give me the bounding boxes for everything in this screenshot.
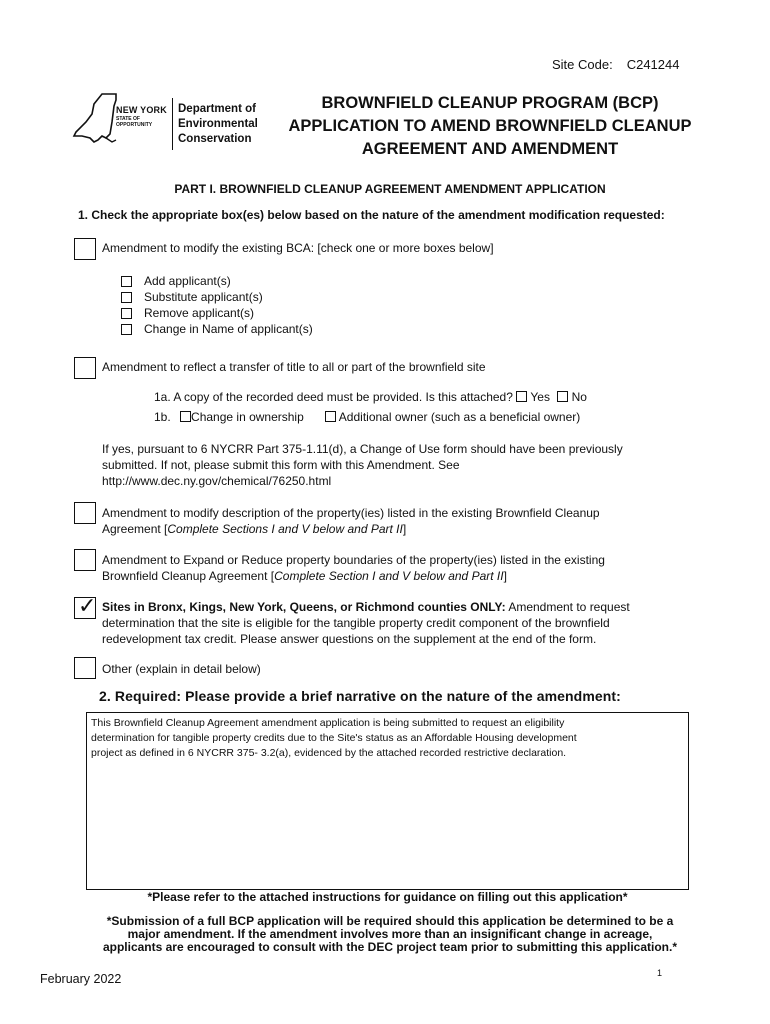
change-ownership-label: Change in ownership (191, 410, 304, 424)
modify-description-label (102, 505, 600, 537)
modify-description-instruction: Complete Sections I and V below and Part II (167, 522, 403, 536)
change-name-checkbox[interactable] (121, 324, 132, 335)
change-of-use-line1: If yes, pursuant to 6 NYCRR Part 375-1.11(d), a Change of Use form should have been previously (102, 442, 623, 456)
deed-no-checkbox[interactable] (557, 391, 568, 402)
applicant-options-list (121, 273, 313, 337)
site-code-value: C241244 (626, 57, 680, 72)
ny-line2: STATE OF (116, 116, 140, 122)
other-checkbox[interactable] (74, 657, 96, 679)
submission-line1: *Submission of a full BCP application will be required should this application be determined to be a (106, 914, 674, 928)
nyc-sites-checkbox[interactable] (74, 593, 97, 619)
change-of-use-note (102, 441, 623, 489)
list-item (121, 321, 313, 337)
expand-reduce-line2: Brownfield Cleanup Agreement [ (102, 569, 275, 583)
modify-description-line1: Amendment to modify description of the property(ies) listed in the existing Brownfield Cleanup (102, 506, 600, 520)
narrative-textarea[interactable] (86, 712, 689, 890)
modify-bca-checkbox[interactable] (74, 238, 96, 260)
ny-line1: NEW YORK (116, 105, 167, 115)
change-ownership-checkbox[interactable] (180, 411, 191, 422)
additional-owner-checkbox[interactable] (325, 411, 336, 422)
nyc-sites-line3: redevelopment tax credit. Please answer questions on the supplement at the end of the form. (102, 632, 597, 646)
transfer-title-checkbox[interactable] (74, 357, 96, 379)
remove-applicant-checkbox[interactable] (121, 308, 132, 319)
substitute-applicant-label: Substitute applicant(s) (144, 290, 263, 304)
modify-description-line2: Agreement [ (102, 522, 168, 536)
other-label: Other (explain in detail below) (102, 662, 261, 676)
expand-reduce-label (102, 552, 605, 584)
add-applicant-checkbox[interactable] (121, 276, 132, 287)
deed-yes-label: Yes (530, 390, 550, 404)
modify-bca-label: Amendment to modify the existing BCA: [check one or more boxes below] (102, 241, 494, 255)
expand-reduce-line1: Amendment to Expand or Reduce property boundaries of the property(ies) listed in the existing (102, 553, 605, 567)
nyc-sites-heading: Sites in Bronx, Kings, New York, Queens, or Richmond counties ONLY: (102, 600, 506, 614)
dept-line1: Department of (178, 103, 256, 115)
question-2: 2. Required: Please provide a brief narrative on the nature of the amendment: (99, 688, 621, 704)
modify-description-bracket: ] (402, 522, 407, 536)
expand-reduce-bracket: ] (503, 569, 507, 583)
add-applicant-label: Add applicant(s) (144, 274, 231, 288)
nyc-sites-label (102, 599, 630, 647)
logo-divider (172, 98, 173, 150)
modify-description-checkbox[interactable] (74, 502, 96, 524)
deed-question-text: 1a. A copy of the recorded deed must be provided. Is this attached? (154, 390, 513, 404)
title-line1: BROWNFIELD CLEANUP PROGRAM (BCP) (321, 94, 659, 112)
page-number: 1 (657, 968, 663, 978)
change-name-label: Change in Name of applicant(s) (144, 322, 313, 336)
submission-line2: major amendment. If the amendment involves more than an insignificant change in acreage, (127, 927, 653, 941)
ny-state-outline-icon (72, 92, 118, 148)
transfer-title-label: Amendment to reflect a transfer of title to all or part of the brownfield site (102, 360, 486, 374)
change-of-use-line2: submitted. If not, please submit this form with this Amendment. See (102, 458, 460, 472)
additional-owner-label: Additional owner (such as a beneficial owner) (338, 410, 581, 424)
footer-date: February 2022 (40, 972, 122, 986)
form-title (280, 92, 700, 161)
change-of-use-link[interactable]: http://www.dec.ny.gov/chemical/76250.html (102, 474, 332, 488)
title-line3: AGREEMENT AND AMENDMENT (361, 140, 619, 158)
dept-line3: Conservation (178, 133, 252, 145)
submission-line3: applicants are encouraged to consult with the DEC project team prior to submitting this application.* (102, 940, 678, 954)
q1b-label: 1b. (154, 410, 171, 424)
deed-yes-checkbox[interactable] (516, 391, 527, 402)
question-1: 1. Check the appropriate box(es) below based on the nature of the amendment modification requested: (78, 208, 665, 222)
narrative-line1: This Brownfield Cleanup Agreement amendment application is being submitted to request an eligibility (91, 717, 565, 729)
substitute-applicant-checkbox[interactable] (121, 292, 132, 303)
expand-reduce-checkbox[interactable] (74, 549, 96, 571)
list-item (121, 289, 313, 305)
ny-line3: OPPORTUNITY (116, 122, 153, 128)
dept-line2: Environmental (178, 118, 258, 130)
expand-reduce-instruction: Complete Section I and V below and Part II (274, 569, 504, 583)
title-line2: APPLICATION TO AMEND BROWNFIELD CLEANUP (288, 117, 692, 135)
part-title: PART I. BROWNFIELD CLEANUP AGREEMENT AMENDMENT APPLICATION (174, 182, 606, 196)
deed-question (154, 389, 587, 405)
list-item (121, 273, 313, 289)
narrative-line3: project as defined in 6 NYCRR 375- 3.2(a), evidenced by the attached recorded restrictive declaration. (91, 747, 567, 759)
checkmark-icon: ✓ (78, 593, 97, 618)
narrative-line2: determination for tangible property credits due to the Site's status as an Affordable Housing development (91, 732, 577, 744)
submission-note (40, 915, 740, 954)
instructions-note: *Please refer to the attached instructions for guidance on filling out this application* (147, 890, 628, 904)
site-code (552, 57, 679, 72)
nyc-sites-line1: Amendment to request (505, 600, 630, 614)
ownership-question (154, 409, 580, 425)
deed-no-label: No (571, 390, 587, 404)
dept-name (178, 102, 258, 147)
ny-state-wordmark (116, 106, 167, 128)
site-code-label: Site Code: (552, 57, 613, 72)
list-item (121, 305, 313, 321)
nys-dec-logo (72, 92, 272, 152)
nyc-sites-line2: determination that the site is eligible for the tangible property credit component of the brownfield (102, 616, 610, 630)
remove-applicant-label: Remove applicant(s) (144, 306, 255, 320)
